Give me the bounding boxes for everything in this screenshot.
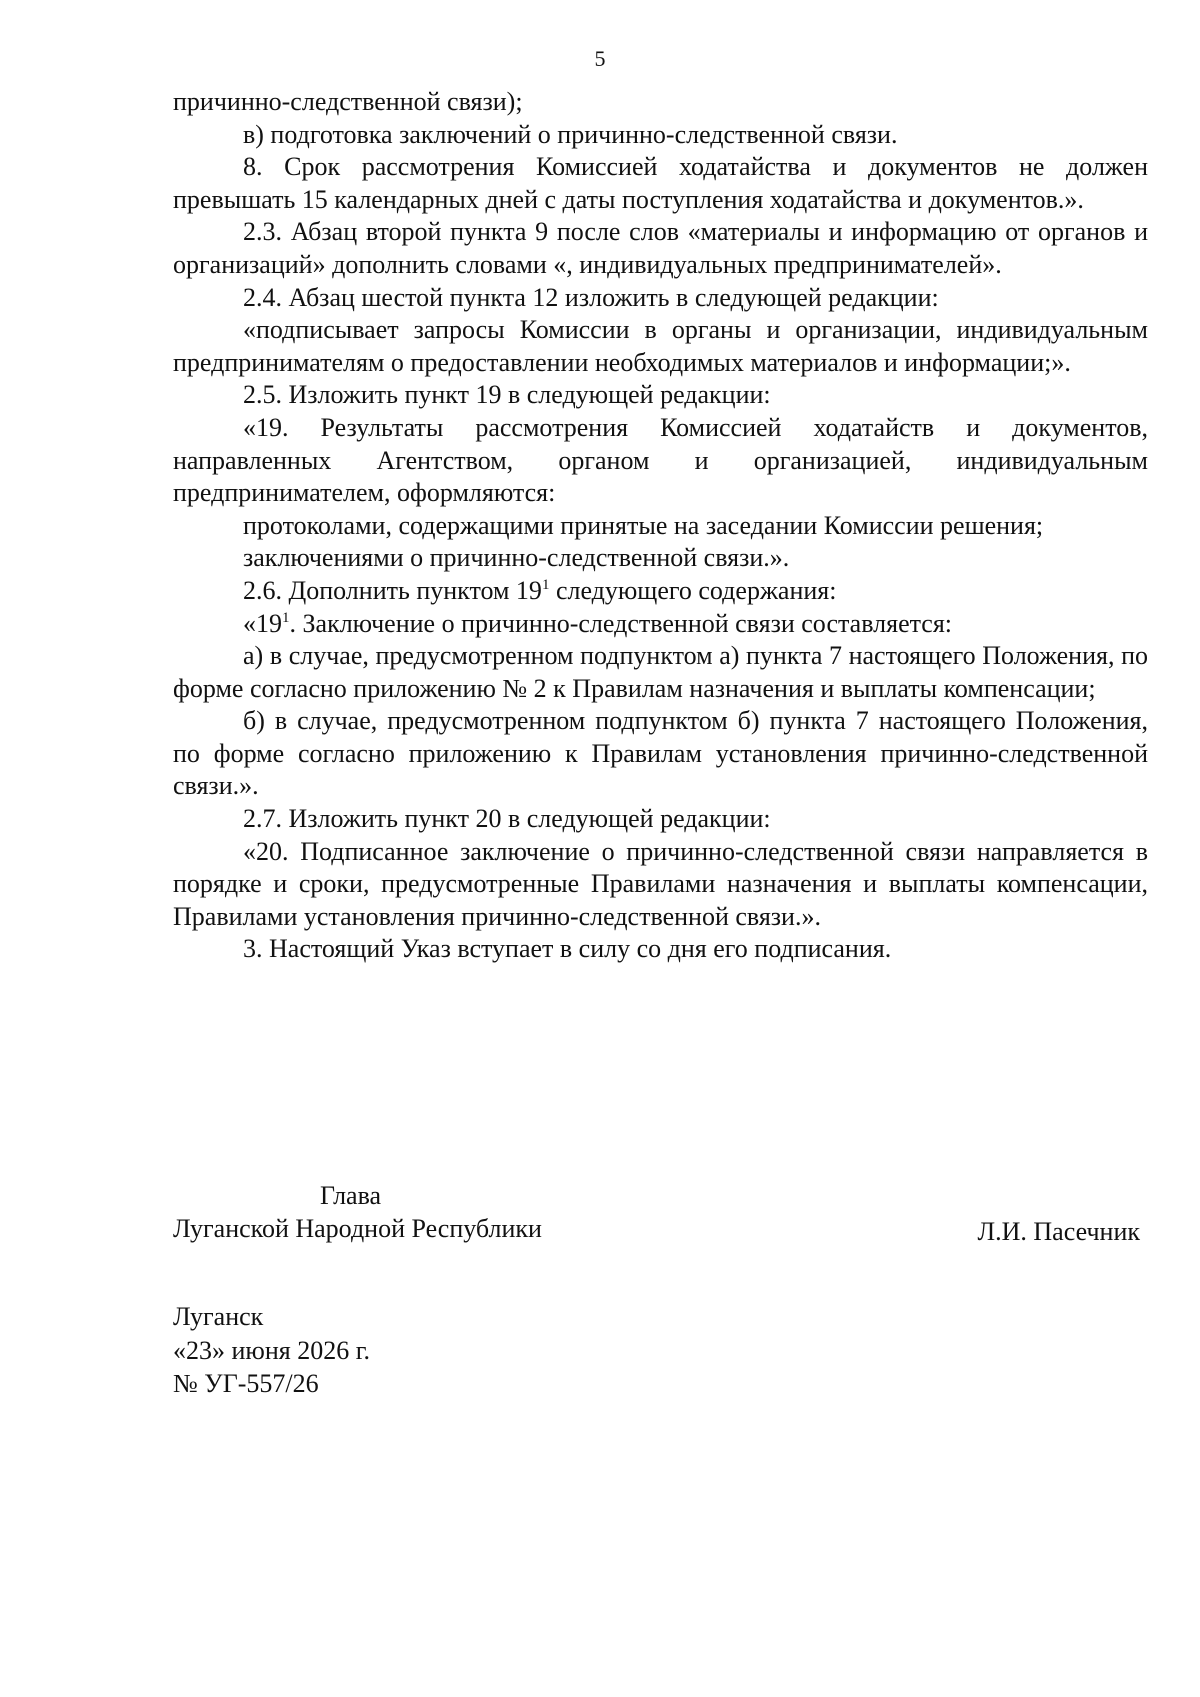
signature-organization: Луганской Народной Республики: [173, 1214, 542, 1243]
superscript: 1: [282, 609, 290, 626]
paragraph: 2.3. Абзац второй пункта 9 после слов «материалы и информацию от органов и организаций» дополнить словами «, индивидуальных предпринимателей».: [173, 217, 1148, 279]
paragraph: в) подготовка заключений о причинно-следственной связи.: [243, 119, 898, 149]
paragraph-text-before: «19: [243, 608, 282, 638]
paragraph: 2.5. Изложить пункт 19 в следующей редакции:: [243, 380, 771, 410]
paragraph: 2.4. Абзац шестой пункта 12 изложить в следующей редакции:: [243, 282, 939, 312]
paragraph-text-after: следующего содержания:: [549, 575, 837, 605]
signature-name: Л.И. Пасечник: [977, 1217, 1140, 1246]
superscript: 1: [541, 576, 550, 593]
paragraph: «19. Результаты рассмотрения Комиссией ходатайств и документов, направленных Агентством, органом и организацией, индивидуальным предпринимателем, оформляются:: [173, 412, 1148, 508]
paragraph: «20. Подписанное заключение о причинно-следственной связи направляется в порядке и сроки, предусмотренные Правилами назначения и выплаты компенсации, Правилами установления причинно-следственной связи.».: [173, 836, 1148, 931]
paragraph: 2.7. Изложить пункт 20 в следующей редакции:: [243, 804, 771, 834]
paragraph: 3. Настоящий Указ вступает в силу со дня его подписания.: [243, 934, 892, 964]
place-date-block: [173, 1300, 370, 1401]
paragraph: протоколами, содержащими принятые на заседании Комиссии решения;: [243, 510, 1044, 540]
paragraph-with-superscript: [173, 575, 1148, 608]
document-number: № УГ-557/26: [173, 1369, 319, 1398]
paragraph: причинно-следственной связи);: [173, 87, 523, 116]
paragraph: заключениями о причинно-следственной связи.».: [243, 543, 790, 573]
paragraph-with-superscript: [173, 608, 1148, 641]
document-date: «23» июня 2026 г.: [173, 1335, 370, 1365]
paragraph: «подписывает запросы Комиссии в органы и организации, индивидуальным предпринимателям о предоставлении необходимых материалов и информации;».: [173, 315, 1148, 377]
paragraph: а) в случае, предусмотренном подпунктом а) пункта 7 настоящего Положения, по форме согласно приложению № 2 к Правилам назначения и выплаты компенсации;: [173, 641, 1148, 703]
paragraph-text-after: . Заключение о причинно-следственной связи составляется:: [289, 608, 953, 638]
paragraph: б) в случае, предусмотренном подпунктом б) пункта 7 настоящего Положения, по форме согласно приложению к Правилам установления причинно-следственной связи.».: [173, 706, 1148, 801]
paragraph: 8. Срок рассмотрения Комиссией ходатайства и документов не должен превышать 15 календарных дней с даты поступления ходатайства и документов.».: [173, 152, 1148, 214]
document-body: [173, 86, 1148, 966]
paragraph-text-before: 2.6. Дополнить пунктом 19: [243, 575, 542, 605]
signature-title: Глава: [320, 1181, 382, 1210]
page-number: 5: [594, 46, 606, 71]
city: Луганск: [173, 1302, 264, 1331]
